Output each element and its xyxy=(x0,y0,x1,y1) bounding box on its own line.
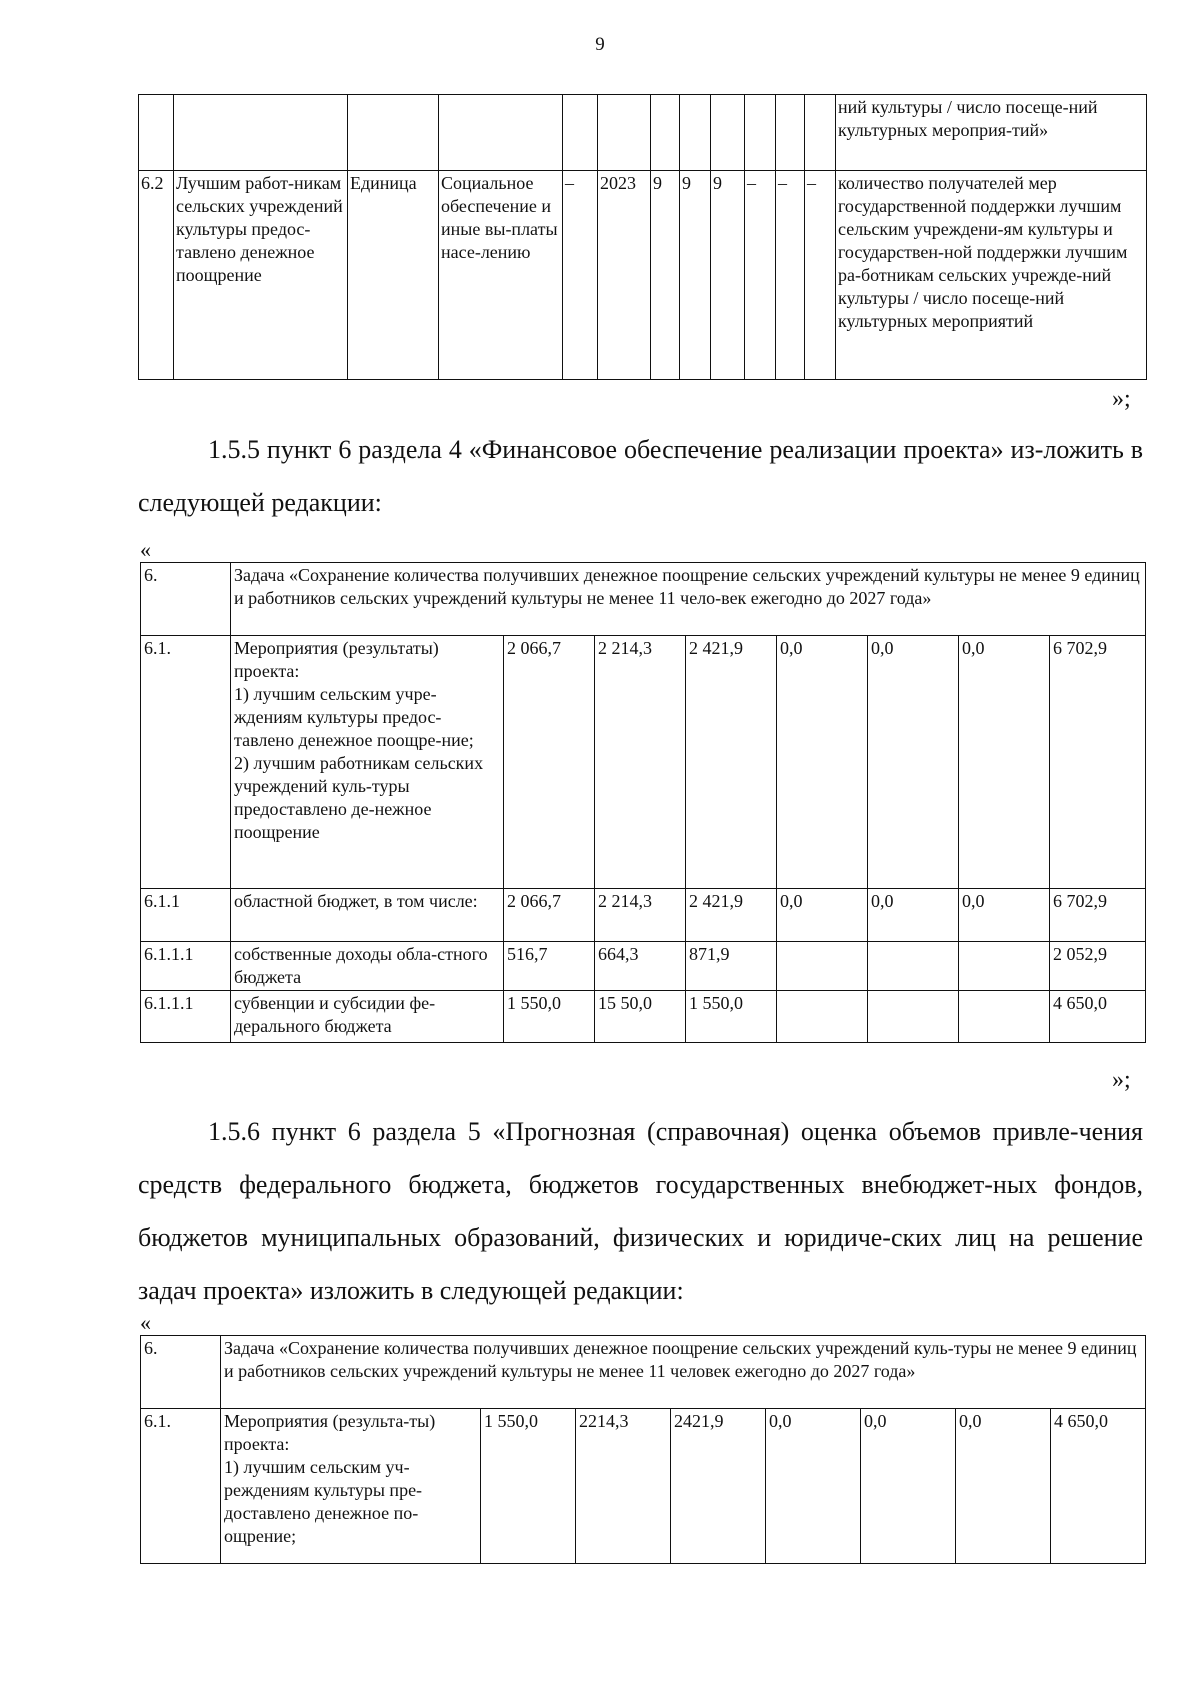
row-number: 6. xyxy=(141,563,231,636)
row-value: 2214,3 xyxy=(576,1409,671,1564)
row-value: 9 xyxy=(680,171,711,380)
row-value: 516,7 xyxy=(504,942,595,991)
row-value: 4 650,0 xyxy=(1050,991,1146,1043)
row-value: 6 702,9 xyxy=(1050,889,1146,942)
row-number: 6.1.1.1 xyxy=(141,942,231,991)
table-row xyxy=(141,1336,1146,1409)
indicators-table xyxy=(138,94,1147,380)
forecast-table xyxy=(140,1335,1146,1564)
task-text: Задача «Сохранение количества получивших денежное поощрение сельских учреждений куль-туры не менее 9 единиц и работников сельских учреждений культуры не менее 11 человек ежегодно до 2027 года» xyxy=(221,1336,1146,1409)
row-value: 2 214,3 xyxy=(595,889,686,942)
task-text: Задача «Сохранение количества получивших денежное поощрение сельских учреждений культуры не менее 9 единиц и работников сельских учреждений культуры не менее 11 чело-век ежегодно до 2027 года» xyxy=(231,563,1146,636)
row-value: 9 xyxy=(711,171,745,380)
table-row xyxy=(141,942,1146,991)
row-type: Социальное обеспечение и иные вы-платы насе-лению xyxy=(439,171,563,380)
table-row xyxy=(141,991,1146,1043)
table-row xyxy=(139,95,1147,171)
row-value xyxy=(868,991,959,1043)
row-value: 2 214,3 xyxy=(595,636,686,889)
row-name: Лучшим работ-никам сельских учреждений культуры предос-тавлено денежное поощрение xyxy=(174,171,348,380)
row-value: 4 650,0 xyxy=(1051,1409,1146,1564)
row-value: 2 421,9 xyxy=(686,889,777,942)
paragraph-1-5-6 xyxy=(138,1105,1143,1317)
row-value: 6 702,9 xyxy=(1050,636,1146,889)
row-value: 0,0 xyxy=(766,1409,861,1564)
open-quote: « xyxy=(140,537,151,562)
page-number: 9 xyxy=(595,34,605,55)
table-row xyxy=(141,1409,1146,1564)
paragraph-text: 1.5.5 пункт 6 раздела 4 «Финансовое обеспечение реализации проекта» из-ложить в следующей редакции: xyxy=(138,435,1143,517)
row-name: субвенции и субсидии фе-дерального бюджета xyxy=(231,991,504,1043)
end-quote: »; xyxy=(1112,1067,1131,1093)
row-value: 2 052,9 xyxy=(1050,942,1146,991)
row-value xyxy=(777,942,868,991)
table-row xyxy=(141,563,1146,636)
row-value: 2 066,7 xyxy=(504,889,595,942)
row-value: 1 550,0 xyxy=(504,991,595,1043)
row-value: 0,0 xyxy=(959,636,1050,889)
table-row xyxy=(139,171,1147,380)
row-value: 0,0 xyxy=(861,1409,956,1564)
row-value: 0,0 xyxy=(777,889,868,942)
row-value xyxy=(777,991,868,1043)
row-value: 0,0 xyxy=(868,889,959,942)
open-quote: « xyxy=(140,1310,151,1335)
row-value xyxy=(959,942,1050,991)
row-value xyxy=(959,991,1050,1043)
table-row xyxy=(141,889,1146,942)
table-row xyxy=(141,636,1146,889)
row-dash: – xyxy=(776,171,805,380)
paragraph-text: 1.5.6 пункт 6 раздела 5 «Прогнозная (справочная) оценка объемов привле-чения средств федерального бюджета, бюджетов государственных внебюджет-ных фондов, бюджетов муниципальных образований, физических и юридиче-ских лиц на решение задач проекта» изложить в следующей редакции: xyxy=(138,1117,1143,1305)
row-dash: – xyxy=(563,171,598,380)
paragraph-1-5-5 xyxy=(138,423,1143,529)
row-desc-continued: ний культуры / число посеще-ний культурных мероприя-тий» xyxy=(836,95,1147,171)
row-value xyxy=(868,942,959,991)
row-number: 6.1.1.1 xyxy=(141,991,231,1043)
row-name: Мероприятия (результа-ты) проекта: 1) лучшим сельским уч-реждениям культуры пре-доставлено денежное по-ощрение; xyxy=(221,1409,481,1564)
row-number: 6.1. xyxy=(141,1409,221,1564)
row-number: 6. xyxy=(141,1336,221,1409)
row-value: 871,9 xyxy=(686,942,777,991)
end-quote: »; xyxy=(1112,386,1131,412)
row-value: 1 550,0 xyxy=(481,1409,576,1564)
row-name: собственные доходы обла-стного бюджета xyxy=(231,942,504,991)
row-desc: количество получателей мер государственной поддержки лучшим сельским учреждени-ям культуры и государствен-ной поддержки лучшим ра-ботникам сельских учрежде-ний культуры / число посеще-ний культурных мероприятий xyxy=(836,171,1147,380)
row-value: 2 066,7 xyxy=(504,636,595,889)
row-unit: Единица xyxy=(348,171,439,380)
row-value: 2 421,9 xyxy=(686,636,777,889)
row-value: 0,0 xyxy=(959,889,1050,942)
row-value: 1 550,0 xyxy=(686,991,777,1043)
row-dash: – xyxy=(745,171,776,380)
row-value: 2421,9 xyxy=(671,1409,766,1564)
row-name: Мероприятия (результаты) проекта: 1) лучшим сельским учре-ждениям культуры предос-тавлено денежное поощре-ние; 2) лучшим работникам сельских учреждений куль-туры предоставлено де-нежное поощрение xyxy=(231,636,504,889)
row-value: 0,0 xyxy=(956,1409,1051,1564)
row-value: 0,0 xyxy=(868,636,959,889)
row-year: 2023 xyxy=(598,171,651,380)
row-number: 6.2 xyxy=(139,171,174,380)
row-dash: – xyxy=(805,171,836,380)
row-name: областной бюджет, в том числе: xyxy=(231,889,504,942)
row-value: 664,3 xyxy=(595,942,686,991)
row-number: 6.1.1 xyxy=(141,889,231,942)
row-value: 9 xyxy=(651,171,680,380)
row-value: 0,0 xyxy=(777,636,868,889)
row-number: 6.1. xyxy=(141,636,231,889)
finance-table xyxy=(140,562,1146,1043)
row-value: 15 50,0 xyxy=(595,991,686,1043)
